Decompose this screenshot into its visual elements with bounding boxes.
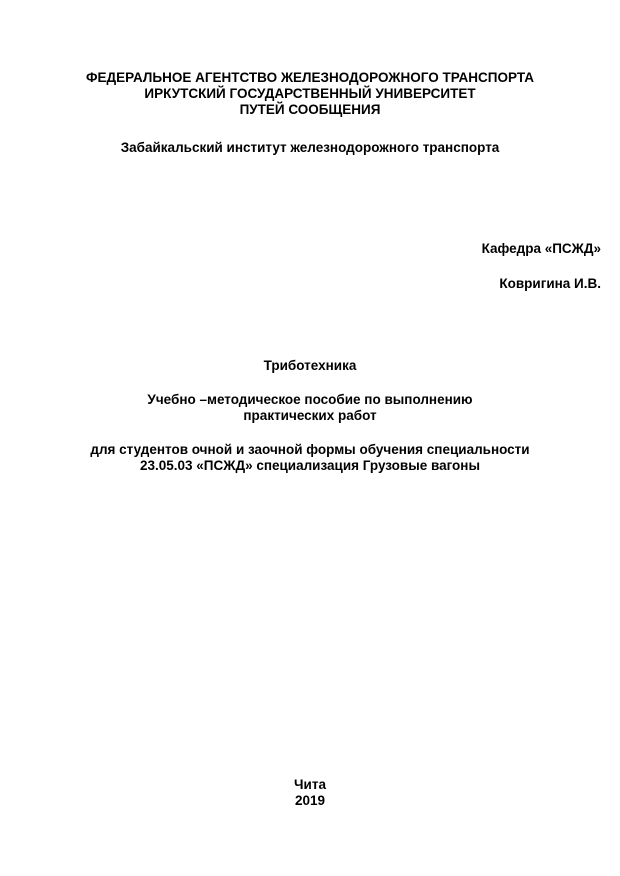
footer-city: Чита	[294, 777, 326, 792]
audience-line-2: 23.05.03 «ПСЖД» специализация Грузовые вагоны	[139, 458, 480, 473]
document-title	[0, 358, 620, 374]
author-name: Ковригина И.В.	[499, 276, 601, 291]
footer-year: 2019	[294, 793, 326, 808]
footer-block	[0, 777, 620, 809]
audience-line-1: для студентов очной и заочной формы обучения специальности	[90, 442, 530, 457]
header-block	[0, 70, 620, 118]
document-subtitle	[0, 392, 620, 424]
subtitle-line-2: практических работ	[243, 408, 377, 423]
header-agency: ФЕДЕРАЛЬНОЕ АГЕНТСТВО ЖЕЛЕЗНОДОРОЖНОГО ТРАНСПОРТА	[86, 70, 534, 85]
institute-text: Забайкальский институт железнодорожного транспорта	[120, 140, 500, 155]
audience-block	[0, 442, 620, 474]
department-name: Кафедра «ПСЖД»	[481, 241, 601, 256]
document-title-text: Триботехника	[263, 358, 357, 373]
header-university-cont: ПУТЕЙ СООБЩЕНИЯ	[239, 102, 381, 117]
subtitle-line-1: Учебно –методическое пособие по выполнению	[147, 392, 473, 407]
institute-name	[0, 140, 620, 156]
header-university: ИРКУТСКИЙ ГОСУДАРСТВЕННЫЙ УНИВЕРСИТЕТ	[144, 86, 476, 101]
